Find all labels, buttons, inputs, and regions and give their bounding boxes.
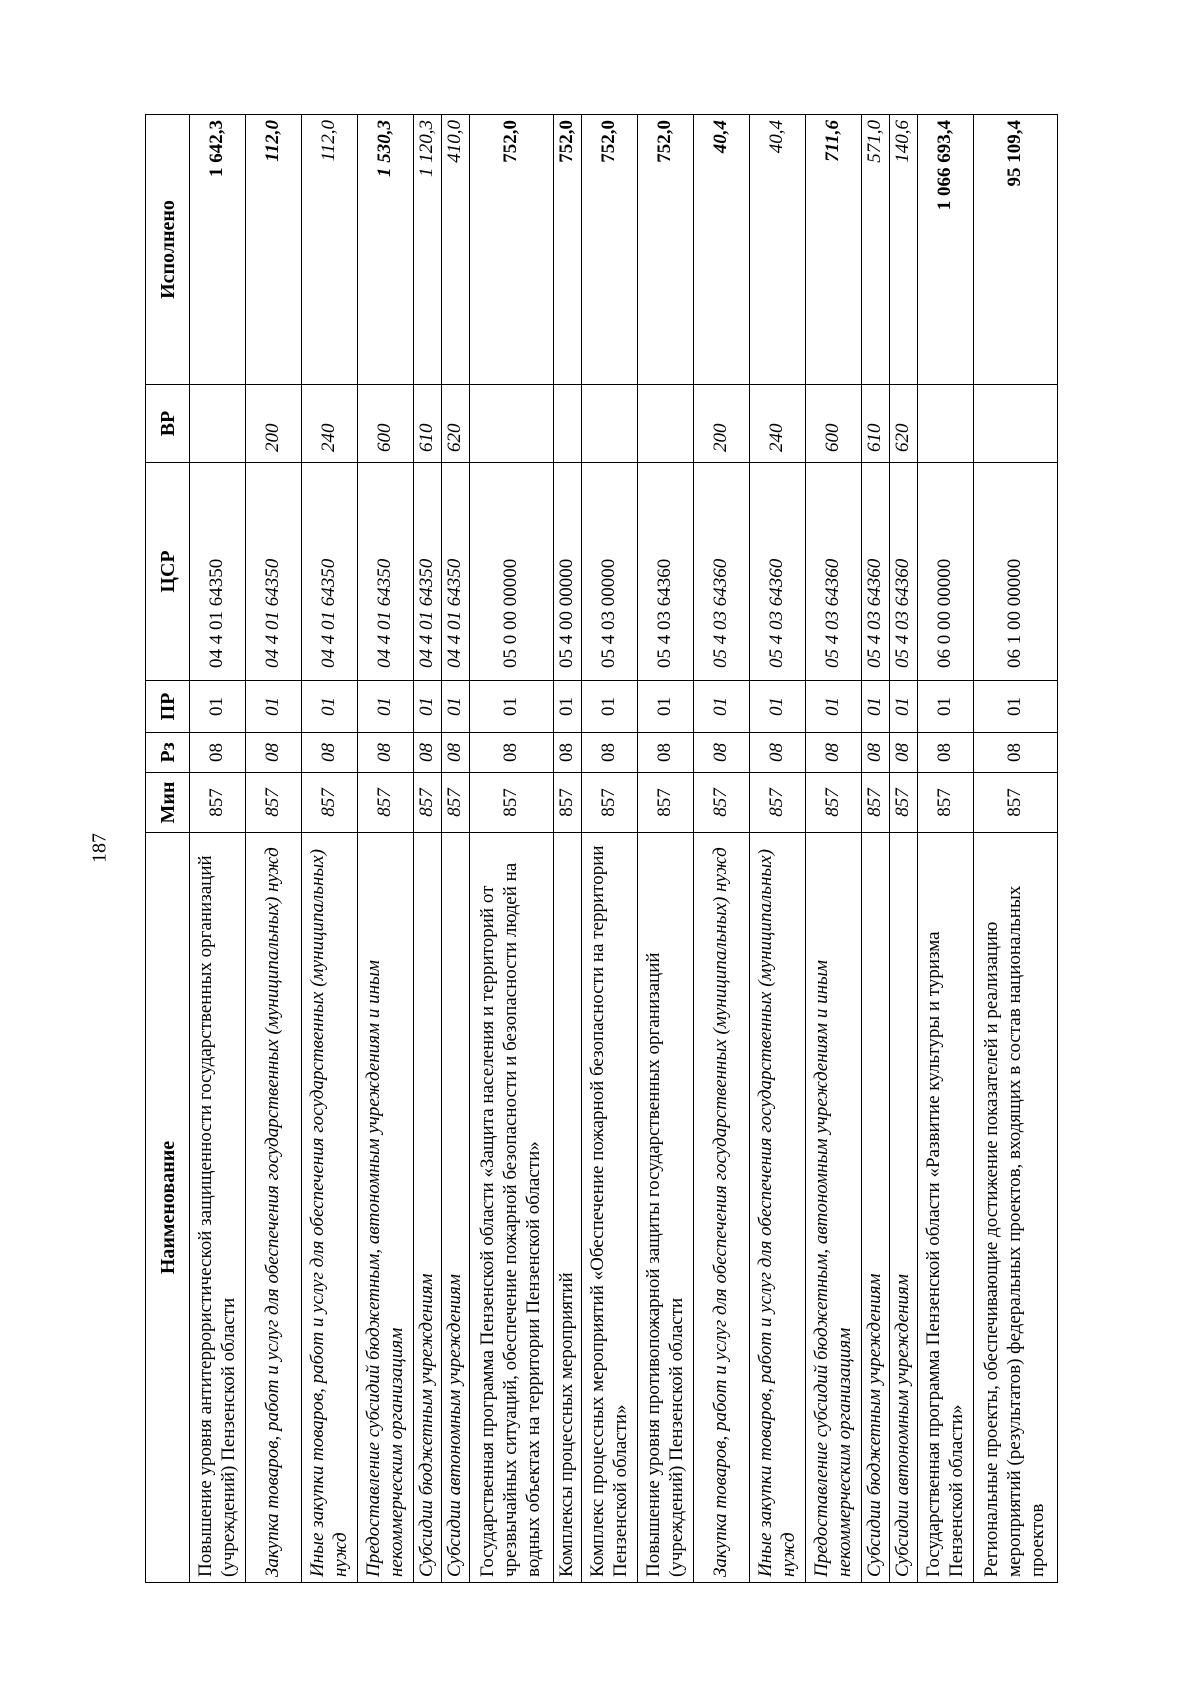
cell-isp: 410,0 xyxy=(442,115,470,385)
cell-min: 857 xyxy=(302,773,358,833)
cell-pr: 01 xyxy=(190,681,246,733)
cell-min: 857 xyxy=(750,773,806,833)
table-row xyxy=(974,115,1058,1583)
table-row xyxy=(582,115,638,1583)
table-row xyxy=(246,115,302,1583)
cell-rz: 08 xyxy=(190,733,246,773)
page-number: 187 xyxy=(88,833,111,863)
cell-vr: 240 xyxy=(302,385,358,463)
cell-csr: 06 0 00 00000 xyxy=(918,463,974,681)
table-row xyxy=(862,115,890,1583)
table-row xyxy=(918,115,974,1583)
cell-vr: 620 xyxy=(890,385,918,463)
cell-pr: 01 xyxy=(302,681,358,733)
cell-rz: 08 xyxy=(694,733,750,773)
table-row xyxy=(750,115,806,1583)
cell-vr: 610 xyxy=(414,385,442,463)
cell-vr xyxy=(470,385,554,463)
cell-vr: 200 xyxy=(694,385,750,463)
cell-name: Региональные проекты, обеспечивающие достижение показателей и реализацию мероприятий (результатов) федеральных проектов, входящих в состав национальных проектов xyxy=(974,833,1058,1583)
cell-pr: 01 xyxy=(806,681,862,733)
header-name: Наименование xyxy=(146,833,190,1583)
cell-pr: 01 xyxy=(442,681,470,733)
table-row xyxy=(694,115,750,1583)
cell-rz: 08 xyxy=(918,733,974,773)
cell-rz: 08 xyxy=(582,733,638,773)
cell-min: 857 xyxy=(974,773,1058,833)
cell-csr: 04 4 01 64350 xyxy=(358,463,414,681)
cell-csr: 05 4 03 00000 xyxy=(582,463,638,681)
cell-isp: 711,6 xyxy=(806,115,862,385)
header-rz: Рз xyxy=(146,733,190,773)
cell-name: Закупка товаров, работ и услуг для обеспечения государственных (муниципальных) нужд xyxy=(694,833,750,1583)
cell-min: 857 xyxy=(582,773,638,833)
cell-min: 857 xyxy=(246,773,302,833)
table-row xyxy=(302,115,358,1583)
cell-vr: 240 xyxy=(750,385,806,463)
header-vr: ВР xyxy=(146,385,190,463)
cell-name: Субсидии бюджетным учреждениям xyxy=(414,833,442,1583)
budget-table xyxy=(145,114,1058,1583)
cell-rz: 08 xyxy=(302,733,358,773)
cell-rz: 08 xyxy=(890,733,918,773)
cell-rz: 08 xyxy=(414,733,442,773)
cell-min: 857 xyxy=(862,773,890,833)
table-row xyxy=(638,115,694,1583)
cell-rz: 08 xyxy=(974,733,1058,773)
cell-pr: 01 xyxy=(582,681,638,733)
cell-pr: 01 xyxy=(638,681,694,733)
cell-name: Государственная программа Пензенской области «Развитие культуры и туризма Пензенской области» xyxy=(918,833,974,1583)
cell-isp: 1 120,3 xyxy=(414,115,442,385)
cell-rz: 08 xyxy=(750,733,806,773)
table-row xyxy=(190,115,246,1583)
cell-min: 857 xyxy=(694,773,750,833)
cell-name: Субсидии автономным учреждениям xyxy=(890,833,918,1583)
cell-pr: 01 xyxy=(862,681,890,733)
table-row xyxy=(414,115,442,1583)
cell-name: Субсидии бюджетным учреждениям xyxy=(862,833,890,1583)
cell-csr: 05 4 03 64360 xyxy=(806,463,862,681)
cell-isp: 1 642,3 xyxy=(190,115,246,385)
cell-csr: 05 4 03 64360 xyxy=(750,463,806,681)
cell-name: Иные закупки товаров, работ и услуг для обеспечения государственных (муниципальных) нужд xyxy=(302,833,358,1583)
cell-min: 857 xyxy=(442,773,470,833)
cell-vr: 610 xyxy=(862,385,890,463)
cell-rz: 08 xyxy=(442,733,470,773)
cell-vr xyxy=(190,385,246,463)
cell-vr xyxy=(918,385,974,463)
cell-pr: 01 xyxy=(750,681,806,733)
table-row xyxy=(554,115,582,1583)
cell-name: Повышение уровня антитеррористической защищенности государственных организаций (учреждений) Пензенской области xyxy=(190,833,246,1583)
cell-min: 857 xyxy=(414,773,442,833)
cell-rz: 08 xyxy=(638,733,694,773)
cell-pr: 01 xyxy=(414,681,442,733)
cell-isp: 40,4 xyxy=(750,115,806,385)
cell-vr xyxy=(974,385,1058,463)
cell-name: Закупка товаров, работ и услуг для обеспечения государственных (муниципальных) нужд xyxy=(246,833,302,1583)
cell-vr: 620 xyxy=(442,385,470,463)
table-body xyxy=(190,115,1058,1583)
cell-name: Предоставление субсидий бюджетным, автономным учреждениям и иным некоммерческим организациям xyxy=(806,833,862,1583)
cell-pr: 01 xyxy=(918,681,974,733)
table-row xyxy=(806,115,862,1583)
cell-csr: 04 4 01 64350 xyxy=(442,463,470,681)
cell-isp: 1 530,3 xyxy=(358,115,414,385)
cell-isp: 112,0 xyxy=(302,115,358,385)
cell-csr: 05 4 03 64360 xyxy=(638,463,694,681)
cell-vr xyxy=(582,385,638,463)
cell-isp: 752,0 xyxy=(470,115,554,385)
cell-pr: 01 xyxy=(694,681,750,733)
cell-isp: 112,0 xyxy=(246,115,302,385)
cell-pr: 01 xyxy=(890,681,918,733)
header-isp: Исполнено xyxy=(146,115,190,385)
cell-name: Субсидии автономным учреждениям xyxy=(442,833,470,1583)
cell-isp: 752,0 xyxy=(638,115,694,385)
cell-rz: 08 xyxy=(246,733,302,773)
cell-pr: 01 xyxy=(470,681,554,733)
cell-vr xyxy=(554,385,582,463)
table-row xyxy=(890,115,918,1583)
cell-pr: 01 xyxy=(358,681,414,733)
cell-isp: 1 066 693,4 xyxy=(918,115,974,385)
header-pr: ПР xyxy=(146,681,190,733)
cell-csr: 05 4 03 64360 xyxy=(694,463,750,681)
rotated-table-container xyxy=(145,115,1049,1583)
cell-name: Комплексы процессных мероприятий xyxy=(554,833,582,1583)
cell-csr: 05 0 00 00000 xyxy=(470,463,554,681)
cell-csr: 04 4 01 64350 xyxy=(190,463,246,681)
cell-name: Комплекс процессных мероприятий «Обеспечение пожарной безопасности на территории Пензенской области» xyxy=(582,833,638,1583)
table-row xyxy=(358,115,414,1583)
cell-vr: 600 xyxy=(806,385,862,463)
cell-rz: 08 xyxy=(358,733,414,773)
cell-vr: 600 xyxy=(358,385,414,463)
table-row xyxy=(470,115,554,1583)
header-min: Мин xyxy=(146,773,190,833)
cell-rz: 08 xyxy=(806,733,862,773)
cell-vr xyxy=(638,385,694,463)
cell-isp: 95 109,4 xyxy=(974,115,1058,385)
cell-csr: 05 4 03 64360 xyxy=(890,463,918,681)
cell-rz: 08 xyxy=(470,733,554,773)
cell-isp: 140,6 xyxy=(890,115,918,385)
cell-name: Предоставление субсидий бюджетным, автономным учреждениям и иным некоммерческим организациям xyxy=(358,833,414,1583)
cell-csr: 04 4 01 64350 xyxy=(302,463,358,681)
table-row xyxy=(442,115,470,1583)
cell-min: 857 xyxy=(890,773,918,833)
cell-isp: 571,0 xyxy=(862,115,890,385)
cell-pr: 01 xyxy=(554,681,582,733)
header-csr: ЦСР xyxy=(146,463,190,681)
cell-name: Повышение уровня противопожарной защиты государственных организаций (учреждений) Пензенской области xyxy=(638,833,694,1583)
cell-rz: 08 xyxy=(862,733,890,773)
cell-isp: 752,0 xyxy=(582,115,638,385)
cell-csr: 05 4 00 00000 xyxy=(554,463,582,681)
cell-csr: 06 1 00 00000 xyxy=(974,463,1058,681)
cell-csr: 05 4 03 64360 xyxy=(862,463,890,681)
cell-isp: 40,4 xyxy=(694,115,750,385)
cell-min: 857 xyxy=(918,773,974,833)
header-row xyxy=(146,115,190,1583)
cell-isp: 752,0 xyxy=(554,115,582,385)
cell-min: 857 xyxy=(806,773,862,833)
cell-pr: 01 xyxy=(974,681,1058,733)
cell-min: 857 xyxy=(470,773,554,833)
cell-name: Государственная программа Пензенской области «Защита населения и территорий от чрезвычайных ситуаций, обеспечение пожарной безопасности и безопасности людей на водных объектах на территории Пензенской области» xyxy=(470,833,554,1583)
cell-pr: 01 xyxy=(246,681,302,733)
cell-min: 857 xyxy=(638,773,694,833)
cell-csr: 04 4 01 64350 xyxy=(414,463,442,681)
cell-rz: 08 xyxy=(554,733,582,773)
cell-vr: 200 xyxy=(246,385,302,463)
cell-min: 857 xyxy=(358,773,414,833)
cell-min: 857 xyxy=(554,773,582,833)
cell-name: Иные закупки товаров, работ и услуг для обеспечения государственных (муниципальных) нужд xyxy=(750,833,806,1583)
cell-csr: 04 4 01 64350 xyxy=(246,463,302,681)
cell-min: 857 xyxy=(190,773,246,833)
